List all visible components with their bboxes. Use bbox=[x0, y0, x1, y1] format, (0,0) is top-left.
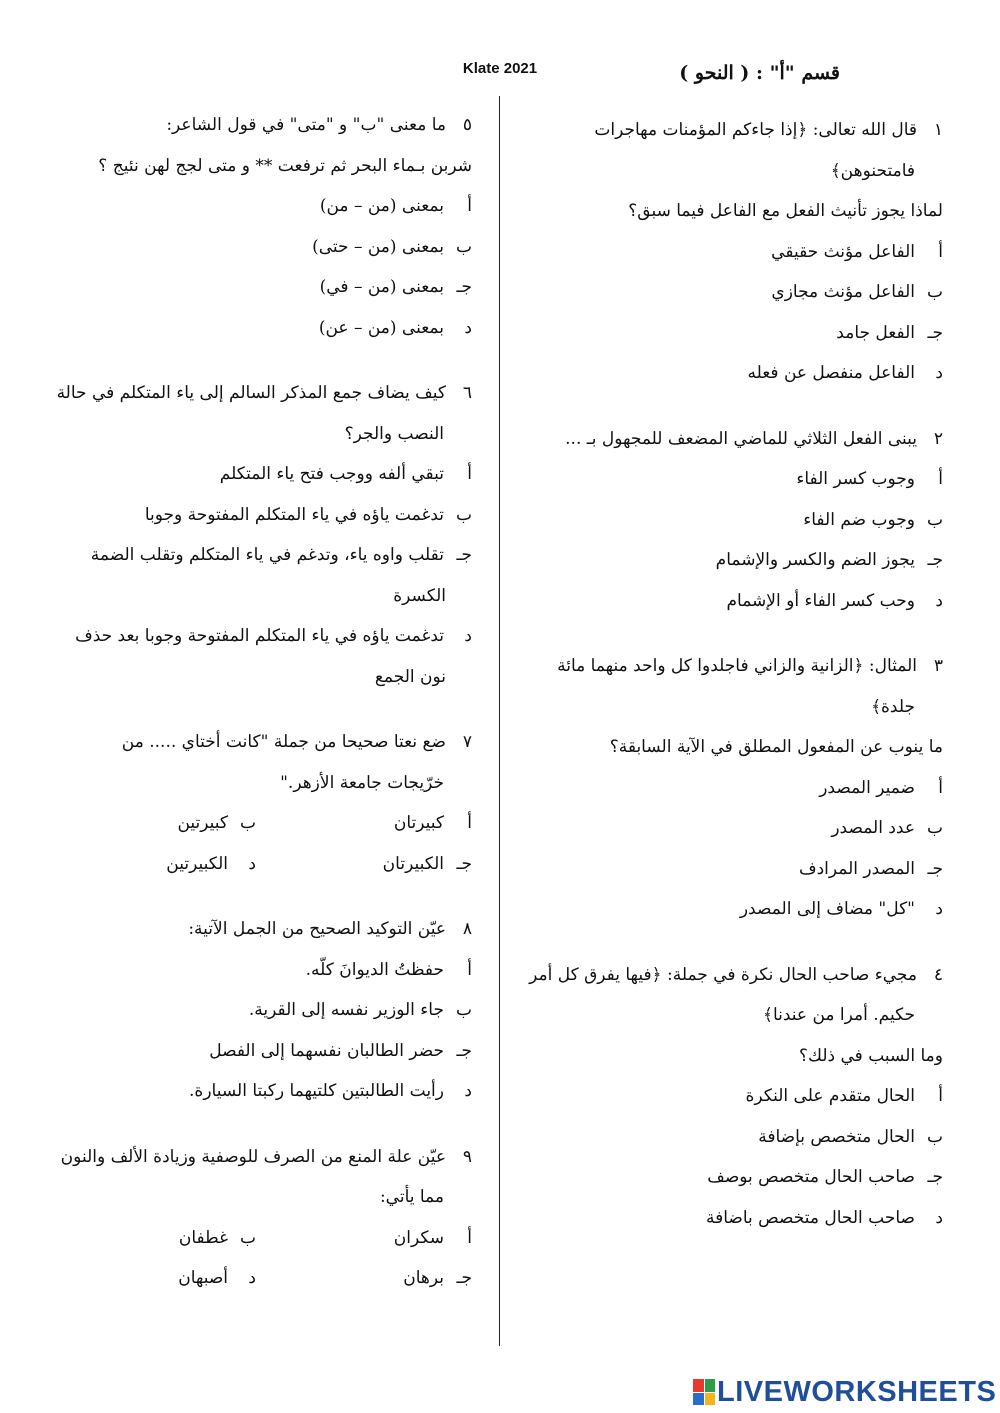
question-block bbox=[40, 105, 472, 348]
answer-option-row bbox=[40, 844, 472, 885]
option-letter: أ bbox=[467, 813, 472, 833]
option-text-continued: الكسرة bbox=[393, 585, 446, 606]
option-letter: ب bbox=[455, 1000, 472, 1020]
question-block bbox=[40, 722, 472, 884]
answer-option[interactable] bbox=[40, 454, 472, 495]
question-stem bbox=[515, 110, 943, 151]
question-number: ١ bbox=[933, 120, 943, 140]
option-text: بمعنى (من – حتى) bbox=[312, 236, 444, 257]
answer-option[interactable] bbox=[515, 849, 943, 890]
option-letter: أ bbox=[467, 196, 472, 216]
option-text: الفاعل مؤنث حقيقي bbox=[771, 241, 915, 262]
answer-option[interactable] bbox=[40, 1071, 472, 1112]
option-text: تدغمت ياؤه في ياء المتكلم المفتوحة وجوبا bbox=[144, 504, 444, 525]
question-stem bbox=[515, 419, 943, 460]
question-stem bbox=[515, 646, 943, 687]
answer-option[interactable] bbox=[40, 616, 472, 657]
answer-option[interactable] bbox=[256, 1218, 472, 1259]
option-letter: أ bbox=[467, 1227, 472, 1248]
question-text: النصب والجر؟ bbox=[344, 423, 444, 444]
option-letter: د bbox=[935, 1207, 943, 1228]
option-text: جاء الوزير نفسه إلى القرية. bbox=[248, 1000, 444, 1020]
option-text: بمعنى (من – عن) bbox=[318, 317, 444, 338]
option-text: حفظتُ الديوانَ كلّه. bbox=[305, 959, 444, 980]
question-text: عيّن علة المنع من الصرف للوصفية وزيادة الألف والنون bbox=[60, 1146, 446, 1167]
answer-option-row bbox=[40, 1218, 472, 1259]
question-number: ٥ bbox=[462, 115, 472, 135]
answer-option[interactable] bbox=[515, 1117, 943, 1158]
answer-option[interactable] bbox=[40, 1218, 256, 1259]
question-text: ما معنى "ب" و "متى" في قول الشاعر: bbox=[166, 115, 446, 135]
option-text: كبيرتين bbox=[177, 813, 228, 833]
option-letter: جـ bbox=[927, 858, 943, 879]
logo-square bbox=[693, 1393, 704, 1406]
option-text: الحال متقدم على النكرة bbox=[745, 1086, 915, 1106]
question-number: ٦ bbox=[462, 383, 472, 403]
option-letter: د bbox=[464, 1081, 472, 1101]
question-stem bbox=[515, 995, 943, 1036]
question-stem bbox=[515, 151, 943, 192]
answer-option[interactable] bbox=[40, 227, 472, 268]
answer-option-row bbox=[40, 803, 472, 844]
option-text: تدغمت ياؤه في ياء المتكلم المفتوحة وجوبا بعد حذف bbox=[75, 626, 444, 646]
logo-square bbox=[693, 1379, 704, 1392]
answer-option[interactable] bbox=[515, 232, 943, 273]
option-letter: جـ bbox=[927, 550, 943, 570]
option-letter: ب bbox=[455, 504, 472, 525]
option-letter: أ bbox=[938, 1086, 943, 1106]
answer-option[interactable] bbox=[40, 308, 472, 349]
question-number: ٤ bbox=[933, 964, 943, 985]
question-prompt: شربن بـماء البحر ثم ترفعت ** و متى لجج لهن نئيج ؟ bbox=[98, 155, 472, 176]
question-text: جلدة﴾ bbox=[871, 696, 915, 717]
question-stem bbox=[515, 687, 943, 728]
question-number: ٨ bbox=[462, 919, 472, 939]
answer-option[interactable] bbox=[515, 808, 943, 849]
question-number: ٣ bbox=[933, 656, 943, 676]
question-block bbox=[515, 419, 943, 622]
answer-option[interactable] bbox=[256, 803, 472, 844]
answer-option[interactable] bbox=[256, 844, 472, 885]
question-text: ضع نعتا صحيحا من جملة "كانت أختاي ..... من bbox=[121, 732, 446, 752]
option-letter: أ bbox=[938, 777, 943, 798]
logo-square bbox=[705, 1379, 716, 1392]
question-number: ٩ bbox=[462, 1146, 472, 1167]
question-stem bbox=[40, 909, 472, 950]
question-text: كيف يضاف جمع المذكر السالم إلى ياء المتكلم في حالة bbox=[56, 383, 446, 403]
answer-option[interactable] bbox=[40, 1031, 472, 1072]
answer-option[interactable] bbox=[515, 1157, 943, 1198]
option-text: وجوب كسر الفاء bbox=[796, 469, 915, 489]
question-text: فامتحنوهن﴾ bbox=[830, 160, 915, 181]
answer-option[interactable] bbox=[40, 1258, 256, 1299]
question-block bbox=[515, 955, 943, 1239]
option-text: تقلب واوه ياء، وتدغم في ياء المتكلم وتقلب الضمة bbox=[90, 545, 444, 565]
option-letter: ب bbox=[926, 509, 943, 530]
option-text: ضمير المصدر bbox=[819, 777, 915, 798]
option-letter: د bbox=[248, 1268, 256, 1288]
option-text: الحال متخصص بإضافة bbox=[758, 1126, 915, 1147]
logo-mark-icon bbox=[693, 1379, 715, 1405]
question-text: يبنى الفعل الثلاثي للماضي المضعف للمجهول بـ ... bbox=[565, 428, 917, 449]
answer-option[interactable] bbox=[40, 186, 472, 227]
option-text: صاحب الحال متخصص باضافة bbox=[706, 1207, 915, 1228]
option-text: بمعنى (من – في) bbox=[319, 277, 444, 297]
liveworksheets-logo bbox=[693, 1376, 996, 1408]
option-letter: ب bbox=[926, 1126, 943, 1147]
option-letter: ب bbox=[239, 813, 256, 833]
exam-code: Klate 2021 bbox=[462, 60, 538, 77]
answer-option[interactable] bbox=[515, 353, 943, 394]
option-text: يجوز الضم والكسر والإشمام bbox=[715, 550, 915, 570]
option-text: برهان bbox=[403, 1268, 444, 1288]
answer-option[interactable] bbox=[40, 950, 472, 991]
option-letter: د bbox=[248, 853, 256, 874]
question-block bbox=[515, 646, 943, 930]
option-letter: جـ bbox=[456, 853, 472, 874]
option-text: وجوب ضم الفاء bbox=[803, 509, 915, 530]
option-text: عدد المصدر bbox=[831, 818, 915, 838]
option-letter: د bbox=[464, 317, 472, 338]
option-letter: أ bbox=[467, 464, 472, 484]
option-text-continued: نون الجمع bbox=[374, 666, 446, 687]
answer-option[interactable] bbox=[40, 535, 472, 576]
option-letter: ب bbox=[926, 818, 943, 838]
question-stem bbox=[40, 763, 472, 804]
question-block bbox=[40, 1137, 472, 1299]
question-text: حكيم. أمرا من عندنا﴾ bbox=[762, 1005, 915, 1025]
answer-option[interactable] bbox=[515, 1198, 943, 1239]
option-text: المصدر المرادف bbox=[798, 858, 915, 879]
option-text: حضر الطالبان نفسهما إلى الفصل bbox=[209, 1040, 444, 1061]
option-letter: أ bbox=[938, 241, 943, 262]
question-text: مجيء صاحب الحال نكرة في جملة: ﴿فيها يفرق كل أمر bbox=[529, 964, 917, 985]
option-letter: جـ bbox=[927, 322, 943, 343]
answer-option[interactable] bbox=[40, 803, 256, 844]
option-text: الفاعل مؤنث مجازي bbox=[771, 282, 915, 302]
answer-option[interactable] bbox=[40, 267, 472, 308]
answer-option[interactable] bbox=[40, 844, 256, 885]
option-letter: جـ bbox=[456, 545, 472, 565]
question-number: ٢ bbox=[933, 428, 943, 449]
option-letter: أ bbox=[467, 959, 472, 980]
question-stem bbox=[515, 955, 943, 996]
question-prompt: وما السبب في ذلك؟ bbox=[799, 1045, 943, 1066]
question-prompt: ما ينوب عن المفعول المطلق في الآية السابقة؟ bbox=[609, 737, 943, 757]
logo-square bbox=[705, 1393, 716, 1406]
section-title: قسم "أ" : ( النحو ) bbox=[679, 62, 840, 84]
answer-option[interactable] bbox=[515, 459, 943, 500]
question-number: ٧ bbox=[462, 732, 472, 752]
answer-option[interactable] bbox=[515, 889, 943, 930]
right-column bbox=[515, 110, 943, 1263]
option-letter: د bbox=[935, 363, 943, 383]
column-divider bbox=[499, 96, 500, 1346]
option-text: كبيرتان bbox=[393, 813, 444, 833]
option-text: الكبيرتين bbox=[166, 853, 228, 874]
question-stem bbox=[40, 1177, 472, 1218]
answer-option[interactable] bbox=[40, 495, 472, 536]
question-block bbox=[40, 373, 472, 697]
answer-option-row bbox=[40, 1258, 472, 1299]
option-letter: جـ bbox=[927, 1167, 943, 1187]
question-stem bbox=[40, 373, 472, 414]
option-letter: د bbox=[464, 626, 472, 646]
option-text: صاحب الحال متخصص بوصف bbox=[707, 1167, 915, 1187]
question-block bbox=[515, 110, 943, 394]
question-block bbox=[40, 909, 472, 1112]
option-text: تبقي ألفه ووجب فتح ياء المتكلم bbox=[219, 464, 444, 484]
option-text: أصبهان bbox=[178, 1268, 228, 1288]
option-text: الفعل جامد bbox=[836, 322, 915, 343]
option-letter: جـ bbox=[456, 277, 472, 297]
option-letter: ب bbox=[926, 282, 943, 302]
option-text: بمعنى (من – من) bbox=[319, 196, 444, 216]
question-stem bbox=[40, 414, 472, 455]
option-letter: د bbox=[935, 590, 943, 611]
answer-option[interactable] bbox=[515, 272, 943, 313]
option-letter: د bbox=[935, 899, 943, 919]
answer-option[interactable] bbox=[515, 540, 943, 581]
answer-option[interactable] bbox=[256, 1258, 472, 1299]
question-stem bbox=[40, 105, 472, 146]
question-text: خرّيجات جامعة الأزهر." bbox=[280, 772, 444, 793]
question-text: عيّن التوكيد الصحيح من الجمل الآتية: bbox=[188, 919, 446, 939]
option-letter: جـ bbox=[456, 1268, 472, 1288]
question-text: مما يأتي: bbox=[379, 1187, 444, 1207]
answer-option[interactable] bbox=[515, 1076, 943, 1117]
question-text: قال الله تعالى: ﴿إذا جاءكم المؤمنات مهاجرات bbox=[594, 120, 917, 140]
answer-option[interactable] bbox=[40, 990, 472, 1031]
option-letter: ب bbox=[455, 236, 472, 257]
answer-option[interactable] bbox=[515, 768, 943, 809]
option-text: الفاعل منفصل عن فعله bbox=[747, 363, 915, 383]
option-letter: جـ bbox=[456, 1040, 472, 1061]
option-text: رأيت الطالبتين كلتيهما ركبتا السيارة. bbox=[189, 1081, 444, 1101]
question-text: المثال: ﴿الزانية والزاني فاجلدوا كل واحد منهما مائة bbox=[557, 656, 917, 676]
option-text: غطفان bbox=[178, 1227, 228, 1248]
option-text: "كل" مضاف إلى المصدر bbox=[739, 899, 915, 919]
question-stem bbox=[40, 722, 472, 763]
answer-option[interactable] bbox=[515, 500, 943, 541]
question-stem bbox=[40, 1137, 472, 1178]
option-text: سكران bbox=[393, 1227, 444, 1248]
answer-option[interactable] bbox=[515, 581, 943, 622]
question-prompt: لماذا يجوز تأنيث الفعل مع الفاعل فيما سبق؟ bbox=[628, 201, 943, 221]
answer-option[interactable] bbox=[515, 313, 943, 354]
option-text: الكبيرتان bbox=[382, 853, 444, 874]
option-text: وحب كسر الفاء أو الإشمام bbox=[726, 590, 915, 611]
left-column bbox=[40, 105, 472, 1324]
option-letter: أ bbox=[938, 469, 943, 489]
logo-text: LIVEWORKSHEETS bbox=[717, 1375, 997, 1408]
option-letter: ب bbox=[239, 1227, 256, 1248]
